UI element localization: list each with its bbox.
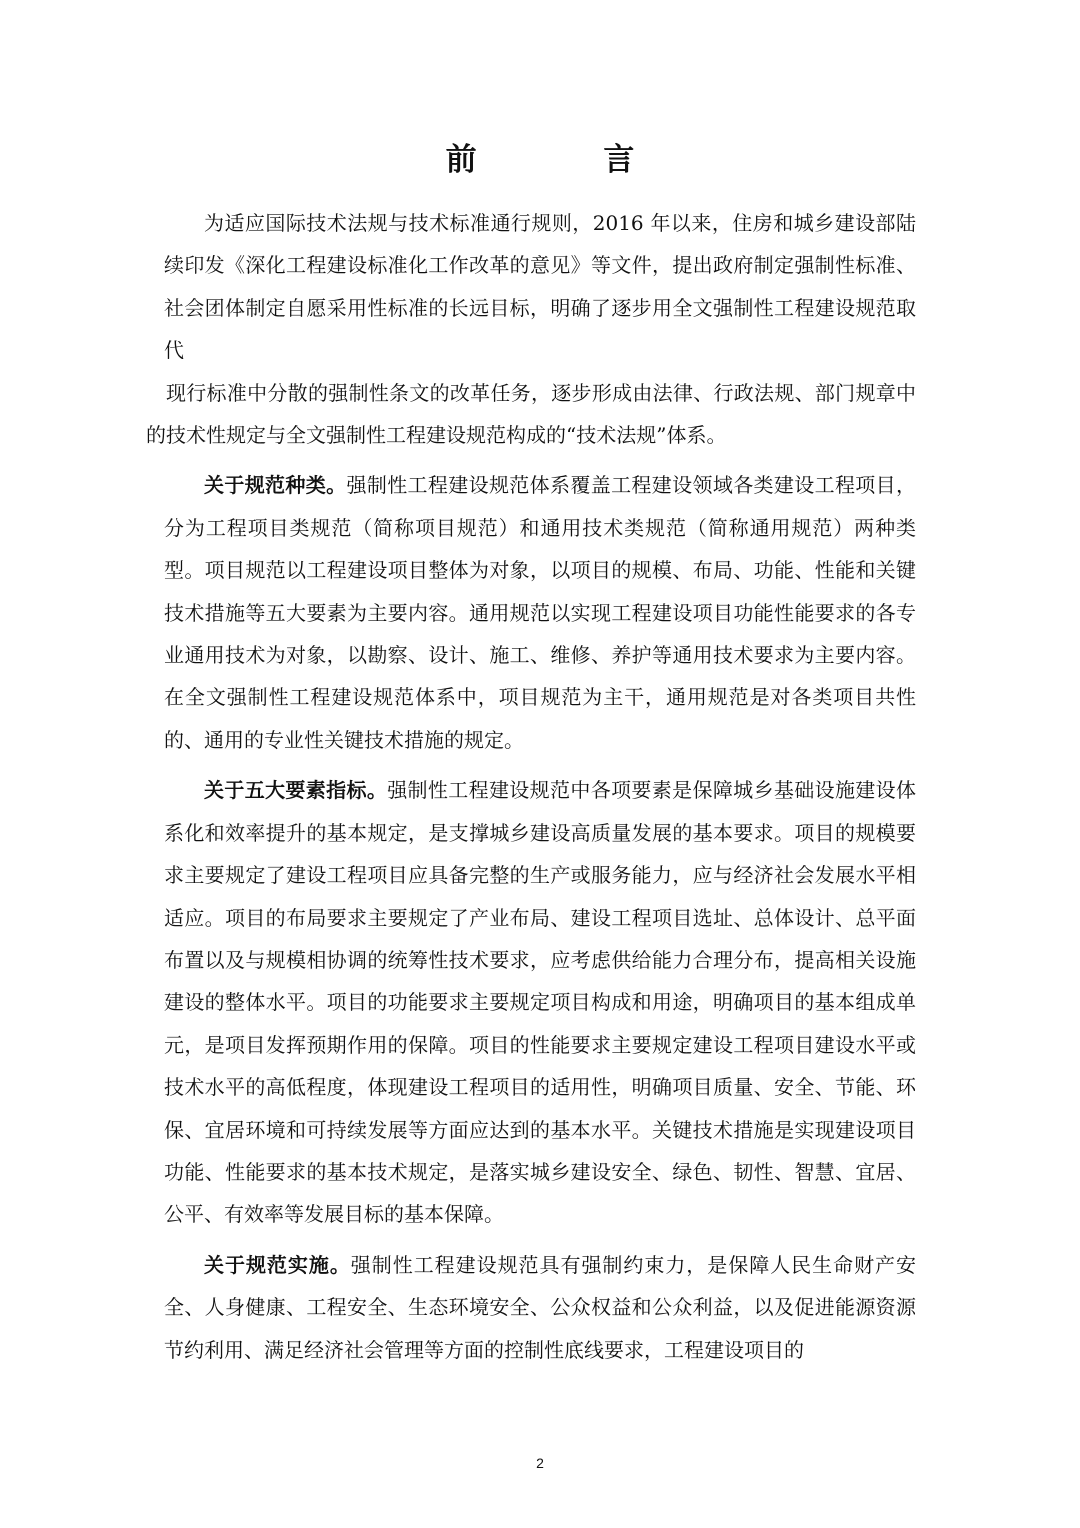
section-lead-specification-types: 关于规范种类。	[204, 473, 347, 498]
section-lead-five-elements: 关于五大要素指标。	[204, 778, 388, 803]
section-text-five-elements: 强制性工程建设规范中各项要素是保障城乡基础设施建设体系化和效率提升的基本规定，是支撑城乡建设高质量发展的基本要求。项目的规模要求主要规定了建设工程项目应具备完整的生产或服务能力，应与经济社会发展水平相适应。项目的布局要求主要规定了产业布局、建设工程项目选址、总体设计、总平面布置以及与规模相协调的统筹性技术要求，应考虑供给能力合理分布，提高相关设施建设的整体水平。项目的功能要求主要规定项目构成和用途，明确项目的基本组成单元，是项目发挥预期作用的保障。项目的性能要求主要规定建设工程项目建设水平或技术水平的高低程度，体现建设工程项目的适用性，明确项目质量、安全、节能、环保、宜居环境和可持续发展等方面应达到的基本水平。关键技术措施是实现建设项目功能、性能要求的基本技术规定，是落实城乡建设安全、绿色、韧性、智慧、宜居、公平、有效率等发展目标的基本保障。	[164, 778, 917, 1227]
paragraph-implementation	[164, 1244, 916, 1371]
section-text-specification-types: 强制性工程建设规范体系覆盖工程建设领域各类建设工程项目，分为工程项目类规范（简称项目规范）和通用技术类规范（简称通用规范）两种类型。项目规范以工程建设项目整体为对象，以项目的规模、布局、功能、性能和关键技术措施等五大要素为主要内容。通用规范以实现工程建设项目功能性能要求的各专业通用技术为对象，以勘察、设计、施工、维修、养护等通用技术要求为主要内容。在全文强制性工程建设规范体系中，项目规范为主干，通用规范是对各类项目共性的、通用的专业性关键技术措施的规定。	[164, 473, 917, 752]
page-title: 前 言	[445, 142, 693, 178]
paragraph-intro-continued: 现行标准中分散的强制性条文的改革任务，逐步形成由法律、行政法规、部门规章中的技术性规定与全文强制性工程建设规范构成的“技术法规”体系。	[146, 380, 916, 448]
section-lead-implementation: 关于规范实施。	[204, 1252, 351, 1277]
paragraph-specification-types	[164, 464, 916, 761]
section-text-implementation: 强制性工程建设规范具有强制约束力，是保障人民生命财产安全、人身健康、工程安全、生态环境安全、公众权益和公众利益，以及促进能源资源节约利用、满足经济社会管理等方面的控制性底线要求，工程建设项目的	[164, 1252, 917, 1362]
page-number: 2	[536, 1455, 544, 1471]
paragraph-intro: 为适应国际技术法规与技术标准通行规则，2016 年以来，住房和城乡建设部陆续印发《深化工程建设标准化工作改革的意见》等文件，提出政府制定强制性标准、社会团体制定自愿采用性标准的长远目标，明确了逐步用全文强制性工程建设规范取代	[164, 211, 916, 363]
paragraph-five-elements	[164, 769, 916, 1235]
document-body	[146, 202, 917, 1371]
